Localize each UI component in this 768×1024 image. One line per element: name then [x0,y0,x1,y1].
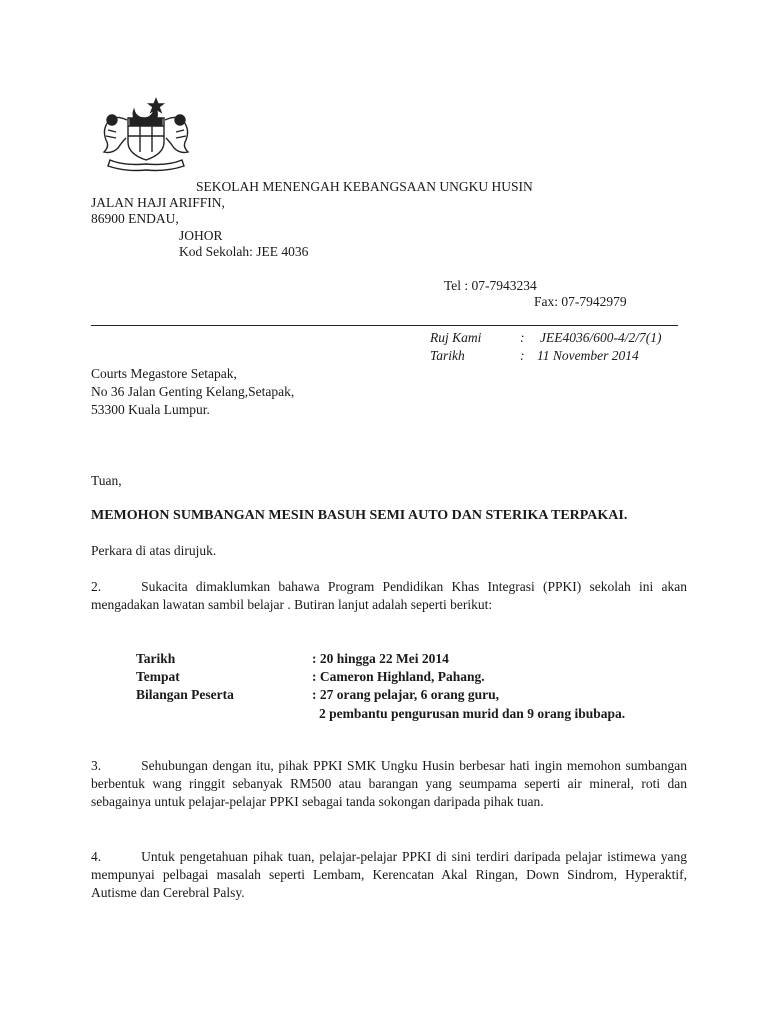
reference-number: JEE4036/600-4/2/7(1) [540,330,662,345]
detail-date-value: : 20 hingga 22 Mei 2014 [312,651,449,666]
paragraph-3 [91,757,687,811]
recipient-line-2: No 36 Jalan Genting Kelang,Setapak, [91,384,295,399]
reference-separator: : [520,330,525,345]
salutation: Tuan, [91,473,122,488]
school-name: SEKOLAH MENENGAH KEBANGSAAN UNGKU HUSIN [196,179,533,194]
header-divider [91,325,678,326]
paragraph-4-text: Untuk pengetahuan pihak tuan, pelajar-pelajar PPKI di sini terdiri daripada pelajar istimewa yang mempunyai pelbagai masalah seperti Lembam, Kerencatan Akal Ringan, Down Sindrom, Hyperaktif, Autisme dan Cerebral Palsy. [91,849,687,900]
address-line-1: JALAN HAJI ARIFFIN, [91,195,225,210]
paragraph-2-text: Sukacita dimaklumkan bahawa Program Pendidikan Khas Integrasi (PPKI) sekolah ini akan mengadakan lawatan sambil belajar . Butiran lanjut adalah seperti berikut: [91,579,687,612]
telephone: Tel : 07-7943234 [444,278,537,293]
paragraph-4-number: 4. [91,849,102,864]
paragraph-2 [91,578,687,614]
paragraph-4 [91,848,687,902]
fax: Fax: 07-7942979 [534,294,627,309]
recipient-line-3: 53300 Kuala Lumpur. [91,402,210,417]
intro-line: Perkara di atas dirujuk. [91,543,217,558]
detail-date-label: Tarikh [136,651,176,666]
detail-place-value: : Cameron Highland, Pahang. [312,669,485,684]
reference-label: Ruj Kami [430,330,482,345]
letter-date-separator: : [520,348,525,363]
address-line-3: JOHOR [179,228,223,243]
paragraph-3-number: 3. [91,758,102,773]
detail-participants-value-2: 2 pembantu pengurusan murid dan 9 orang ibubapa. [319,706,626,721]
letter-date: 11 November 2014 [537,348,639,363]
paragraph-2-number: 2. [91,579,102,594]
detail-participants-value: : 27 orang pelajar, 6 orang guru, [312,687,500,702]
address-line-2: 86900 ENDAU, [91,211,179,226]
paragraph-3-text: Sehubungan dengan itu, pihak PPKI SMK Ungku Husin berbesar hati ingin memohon sumbangan berbentuk wang ringgit sebanyak RM500 atau barangan yang seumpama seperti air mineral, roti dan sebagainya untuk pelajar-pelajar PPKI sebagai tanda sokongan daripada pihak tuan. [91,758,687,809]
letter-date-label: Tarikh [430,348,465,363]
detail-participants-label: Bilangan Peserta [136,687,234,702]
malaysia-coat-of-arms-icon [94,96,198,174]
letter-subject: MEMOHON SUMBANGAN MESIN BASUH SEMI AUTO DAN STERIKA TERPAKAI. [91,508,628,523]
school-code: Kod Sekolah: JEE 4036 [179,244,309,259]
recipient-line-1: Courts Megastore Setapak, [91,366,237,381]
detail-place-label: Tempat [136,669,180,684]
